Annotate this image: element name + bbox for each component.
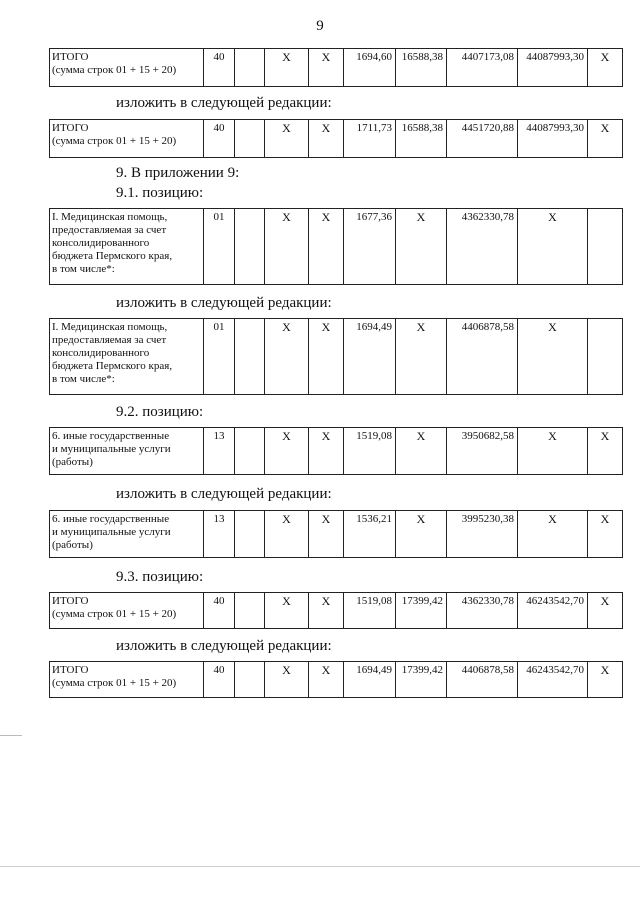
replace-heading: изложить в следующей редакции: [116, 486, 332, 502]
cell-x: Х [309, 120, 344, 158]
scan-artifact-line [0, 735, 22, 736]
replace-heading: изложить в следующей редакции: [116, 295, 332, 311]
label-line: ИТОГО [52, 51, 89, 63]
cell-value: 46243542,70 [518, 593, 588, 629]
cell-empty [235, 319, 265, 395]
label-line: предоставляемая за счет [52, 334, 167, 346]
cell-x: Х [265, 662, 309, 698]
cell-x: Х [309, 209, 344, 285]
cell-x: Х [588, 662, 623, 698]
row-code: 40 [204, 593, 235, 629]
cell-empty [235, 593, 265, 629]
label-line: 6. иные государственные [52, 513, 170, 525]
cell-empty [235, 511, 265, 558]
cell-value: 44087993,30 [518, 120, 588, 158]
cell-value: 1519,08 [344, 593, 396, 629]
table-row [50, 428, 623, 475]
section-heading: 9. В приложении 9: [116, 165, 240, 181]
cell-value: 16588,38 [396, 49, 447, 87]
cell-value: 44087993,30 [518, 49, 588, 87]
cell-value: 1694,49 [344, 662, 396, 698]
label-line: в том числе*: [52, 263, 115, 275]
row-code: 13 [204, 428, 235, 475]
cell-x: Х [309, 49, 344, 87]
label-line: (сумма строк 01 + 15 + 20) [52, 677, 177, 689]
table-row [50, 209, 623, 285]
table-services-old [49, 427, 623, 475]
label-line: в том числе*: [52, 373, 115, 385]
cell-x: Х [309, 511, 344, 558]
scan-artifact-line [0, 866, 640, 867]
row-label [50, 593, 204, 629]
cell-x: Х [588, 120, 623, 158]
cell-x: Х [588, 511, 623, 558]
cell-value: 1694,60 [344, 49, 396, 87]
cell-empty [235, 428, 265, 475]
cell-empty [235, 662, 265, 698]
table-medical-old [49, 208, 623, 285]
table-row [50, 662, 623, 698]
position-heading: 9.3. позицию: [116, 569, 204, 585]
cell-value: 1711,73 [344, 120, 396, 158]
cell-x: Х [265, 511, 309, 558]
cell-x: Х [518, 319, 588, 395]
label-line: (работы) [52, 456, 93, 468]
cell-x: Х [309, 662, 344, 698]
cell-x: Х [265, 209, 309, 285]
row-label [50, 428, 204, 475]
cell-empty [235, 49, 265, 87]
label-line: I. Медицинская помощь, [52, 321, 168, 333]
cell-x: Х [309, 428, 344, 475]
cell-value: 3950682,58 [447, 428, 518, 475]
label-line: и муниципальные услуги [52, 526, 171, 538]
cell-value: 17399,42 [396, 662, 447, 698]
row-code: 40 [204, 49, 235, 87]
cell-value: 1519,08 [344, 428, 396, 475]
cell-x: Х [265, 319, 309, 395]
row-code: 01 [204, 319, 235, 395]
label-line: I. Медицинская помощь, [52, 211, 168, 223]
table-itogo-new-2 [49, 661, 623, 698]
label-line: ИТОГО [52, 664, 89, 676]
row-label [50, 120, 204, 158]
cell-x: Х [309, 593, 344, 629]
cell-x: Х [265, 428, 309, 475]
cell-value: 4362330,78 [447, 593, 518, 629]
row-code: 13 [204, 511, 235, 558]
cell-x: Х [396, 428, 447, 475]
label-line: предоставляемая за счет [52, 224, 167, 236]
cell-x: Х [265, 120, 309, 158]
label-line: ИТОГО [52, 595, 89, 607]
table-services-new [49, 510, 623, 558]
cell-value: 1536,21 [344, 511, 396, 558]
table-row [50, 593, 623, 629]
cell-value: 4362330,78 [447, 209, 518, 285]
table-itogo-new-1 [49, 119, 623, 158]
table-medical-new [49, 318, 623, 395]
cell-value: 17399,42 [396, 593, 447, 629]
cell-x: Х [518, 511, 588, 558]
cell-value: 4407173,08 [447, 49, 518, 87]
cell-value: 46243542,70 [518, 662, 588, 698]
cell-x: Х [396, 209, 447, 285]
cell-value: 4451720,88 [447, 120, 518, 158]
row-label [50, 49, 204, 87]
label-line: бюджета Пермского края, [52, 360, 173, 372]
table-itogo-old-1 [49, 48, 623, 87]
cell-x: Х [588, 593, 623, 629]
row-label [50, 662, 204, 698]
table-row [50, 319, 623, 395]
cell-value: 3995230,38 [447, 511, 518, 558]
row-label [50, 511, 204, 558]
page-number: 9 [316, 18, 324, 34]
label-line: бюджета Пермского края, [52, 250, 173, 262]
replace-heading: изложить в следующей редакции: [116, 95, 332, 111]
cell-x: Х [396, 319, 447, 395]
replace-heading: изложить в следующей редакции: [116, 638, 332, 654]
label-line: (сумма строк 01 + 15 + 20) [52, 64, 177, 76]
cell-empty [235, 120, 265, 158]
label-line: 6. иные государственные [52, 430, 170, 442]
position-heading: 9.1. позицию: [116, 185, 204, 201]
cell-x: Х [588, 49, 623, 87]
cell-value: 1677,36 [344, 209, 396, 285]
cell-empty [588, 209, 623, 285]
label-line: консолидированного [52, 347, 150, 359]
label-line: ИТОГО [52, 122, 89, 134]
row-label [50, 319, 204, 395]
cell-x: Х [265, 49, 309, 87]
cell-value: 4406878,58 [447, 319, 518, 395]
table-row [50, 120, 623, 158]
label-line: и муниципальные услуги [52, 443, 171, 455]
position-heading: 9.2. позицию: [116, 404, 204, 420]
row-label [50, 209, 204, 285]
table-row [50, 49, 623, 87]
cell-x: Х [265, 593, 309, 629]
row-code: 01 [204, 209, 235, 285]
label-line: (сумма строк 01 + 15 + 20) [52, 135, 177, 147]
cell-empty [235, 209, 265, 285]
table-itogo-old-2 [49, 592, 623, 629]
cell-x: Х [518, 428, 588, 475]
row-code: 40 [204, 120, 235, 158]
cell-value: 4406878,58 [447, 662, 518, 698]
cell-value: 16588,38 [396, 120, 447, 158]
cell-x: Х [518, 209, 588, 285]
label-line: (сумма строк 01 + 15 + 20) [52, 608, 177, 620]
cell-value: 1694,49 [344, 319, 396, 395]
cell-x: Х [309, 319, 344, 395]
cell-x: Х [396, 511, 447, 558]
table-row [50, 511, 623, 558]
row-code: 40 [204, 662, 235, 698]
cell-x: Х [588, 428, 623, 475]
label-line: (работы) [52, 539, 93, 551]
cell-empty [588, 319, 623, 395]
label-line: консолидированного [52, 237, 150, 249]
